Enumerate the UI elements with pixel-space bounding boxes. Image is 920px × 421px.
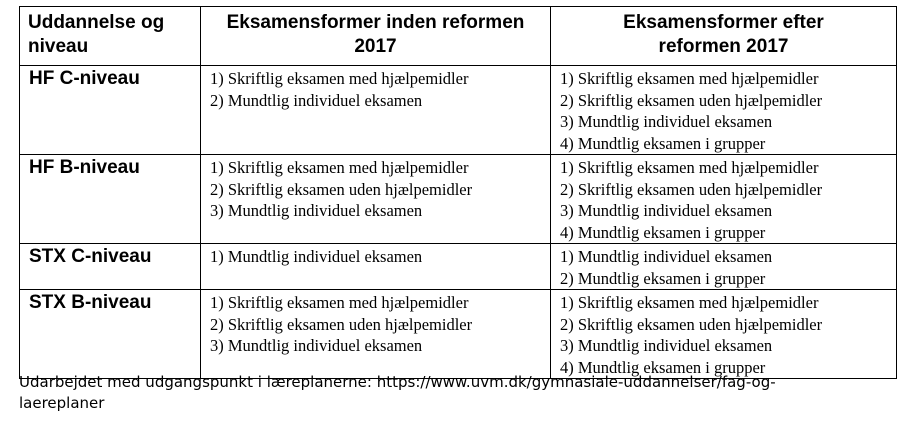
exam-form-item: 1) Skriftlig eksamen med hjælpemidler bbox=[560, 69, 819, 88]
level-cell: STX C-niveau bbox=[20, 244, 201, 290]
exam-form-item: 2) Skriftlig eksamen uden hjælpemidler bbox=[210, 314, 473, 334]
header-line: reformen 2017 bbox=[658, 36, 789, 57]
exam-form-item: 3) Mundtlig individuel eksamen bbox=[560, 112, 773, 131]
exam-form-item: 2) Mundtlig eksamen i grupper bbox=[560, 268, 766, 288]
before-reform-cell bbox=[201, 290, 551, 379]
header-line: 2017 bbox=[354, 36, 397, 57]
exam-form-item: 1) Skriftlig eksamen med hjælpemidler bbox=[210, 158, 469, 177]
header-after-reform bbox=[551, 7, 897, 66]
exam-form-item: 2) Skriftlig eksamen uden hjælpemidler bbox=[560, 179, 823, 199]
before-reform-cell bbox=[201, 66, 551, 155]
after-reform-cell bbox=[551, 66, 897, 155]
exam-form-item: 3) Mundtlig individuel eksamen bbox=[560, 336, 773, 355]
source-note-line: laereplaner bbox=[19, 394, 105, 412]
header-line: Eksamensformer efter bbox=[623, 12, 824, 33]
table-row-hf-c bbox=[20, 66, 897, 155]
header-line: Uddannelse og bbox=[28, 12, 165, 33]
header-line: niveau bbox=[28, 36, 89, 57]
exam-forms-table bbox=[19, 6, 897, 379]
exam-form-item: 4) Mundtlig eksamen i grupper bbox=[560, 357, 766, 377]
table-row-hf-b bbox=[20, 155, 897, 244]
exam-form-item: 1) Skriftlig eksamen med hjælpemidler bbox=[560, 293, 819, 312]
exam-form-item: 1) Skriftlig eksamen med hjælpemidler bbox=[210, 69, 469, 88]
exam-form-item: 2) Skriftlig eksamen uden hjælpemidler bbox=[210, 179, 473, 199]
header-before-reform bbox=[201, 7, 551, 66]
exam-form-item: 4) Mundtlig eksamen i grupper bbox=[560, 222, 766, 242]
exam-form-item: 3) Mundtlig individuel eksamen bbox=[560, 201, 773, 220]
after-reform-cell bbox=[551, 244, 897, 290]
exam-form-item: 2) Skriftlig eksamen uden hjælpemidler bbox=[560, 314, 823, 334]
header-line: Eksamensformer inden reformen bbox=[226, 12, 525, 33]
exam-form-item: 3) Mundtlig individuel eksamen bbox=[210, 336, 423, 355]
level-cell: STX B-niveau bbox=[20, 290, 201, 379]
exam-form-item: 3) Mundtlig individuel eksamen bbox=[210, 201, 423, 220]
source-note-line: Udarbejdet med udgangspunkt i læreplanerne: https://www.uvm.dk/gymnasiale-uddannelser/fag-og- bbox=[19, 373, 776, 391]
exam-form-item: 1) Mundtlig individuel eksamen bbox=[210, 247, 423, 266]
exam-form-item: 1) Mundtlig individuel eksamen bbox=[560, 247, 773, 266]
exam-form-item: 4) Mundtlig eksamen i grupper bbox=[560, 133, 766, 153]
table-row-stx-b bbox=[20, 290, 897, 379]
table-row-stx-c bbox=[20, 244, 897, 290]
exam-form-item: 1) Skriftlig eksamen med hjælpemidler bbox=[210, 293, 469, 312]
exam-form-item: 1) Skriftlig eksamen med hjælpemidler bbox=[560, 158, 819, 177]
header-education-level bbox=[20, 7, 201, 66]
after-reform-cell bbox=[551, 290, 897, 379]
after-reform-cell bbox=[551, 155, 897, 244]
header-row bbox=[20, 7, 897, 66]
before-reform-cell bbox=[201, 155, 551, 244]
source-note bbox=[19, 372, 899, 414]
level-cell: HF C-niveau bbox=[20, 66, 201, 155]
exam-form-item: 2) Mundtlig individuel eksamen bbox=[210, 90, 423, 110]
exam-form-item: 2) Skriftlig eksamen uden hjælpemidler bbox=[560, 90, 823, 110]
before-reform-cell bbox=[201, 244, 551, 290]
level-cell: HF B-niveau bbox=[20, 155, 201, 244]
